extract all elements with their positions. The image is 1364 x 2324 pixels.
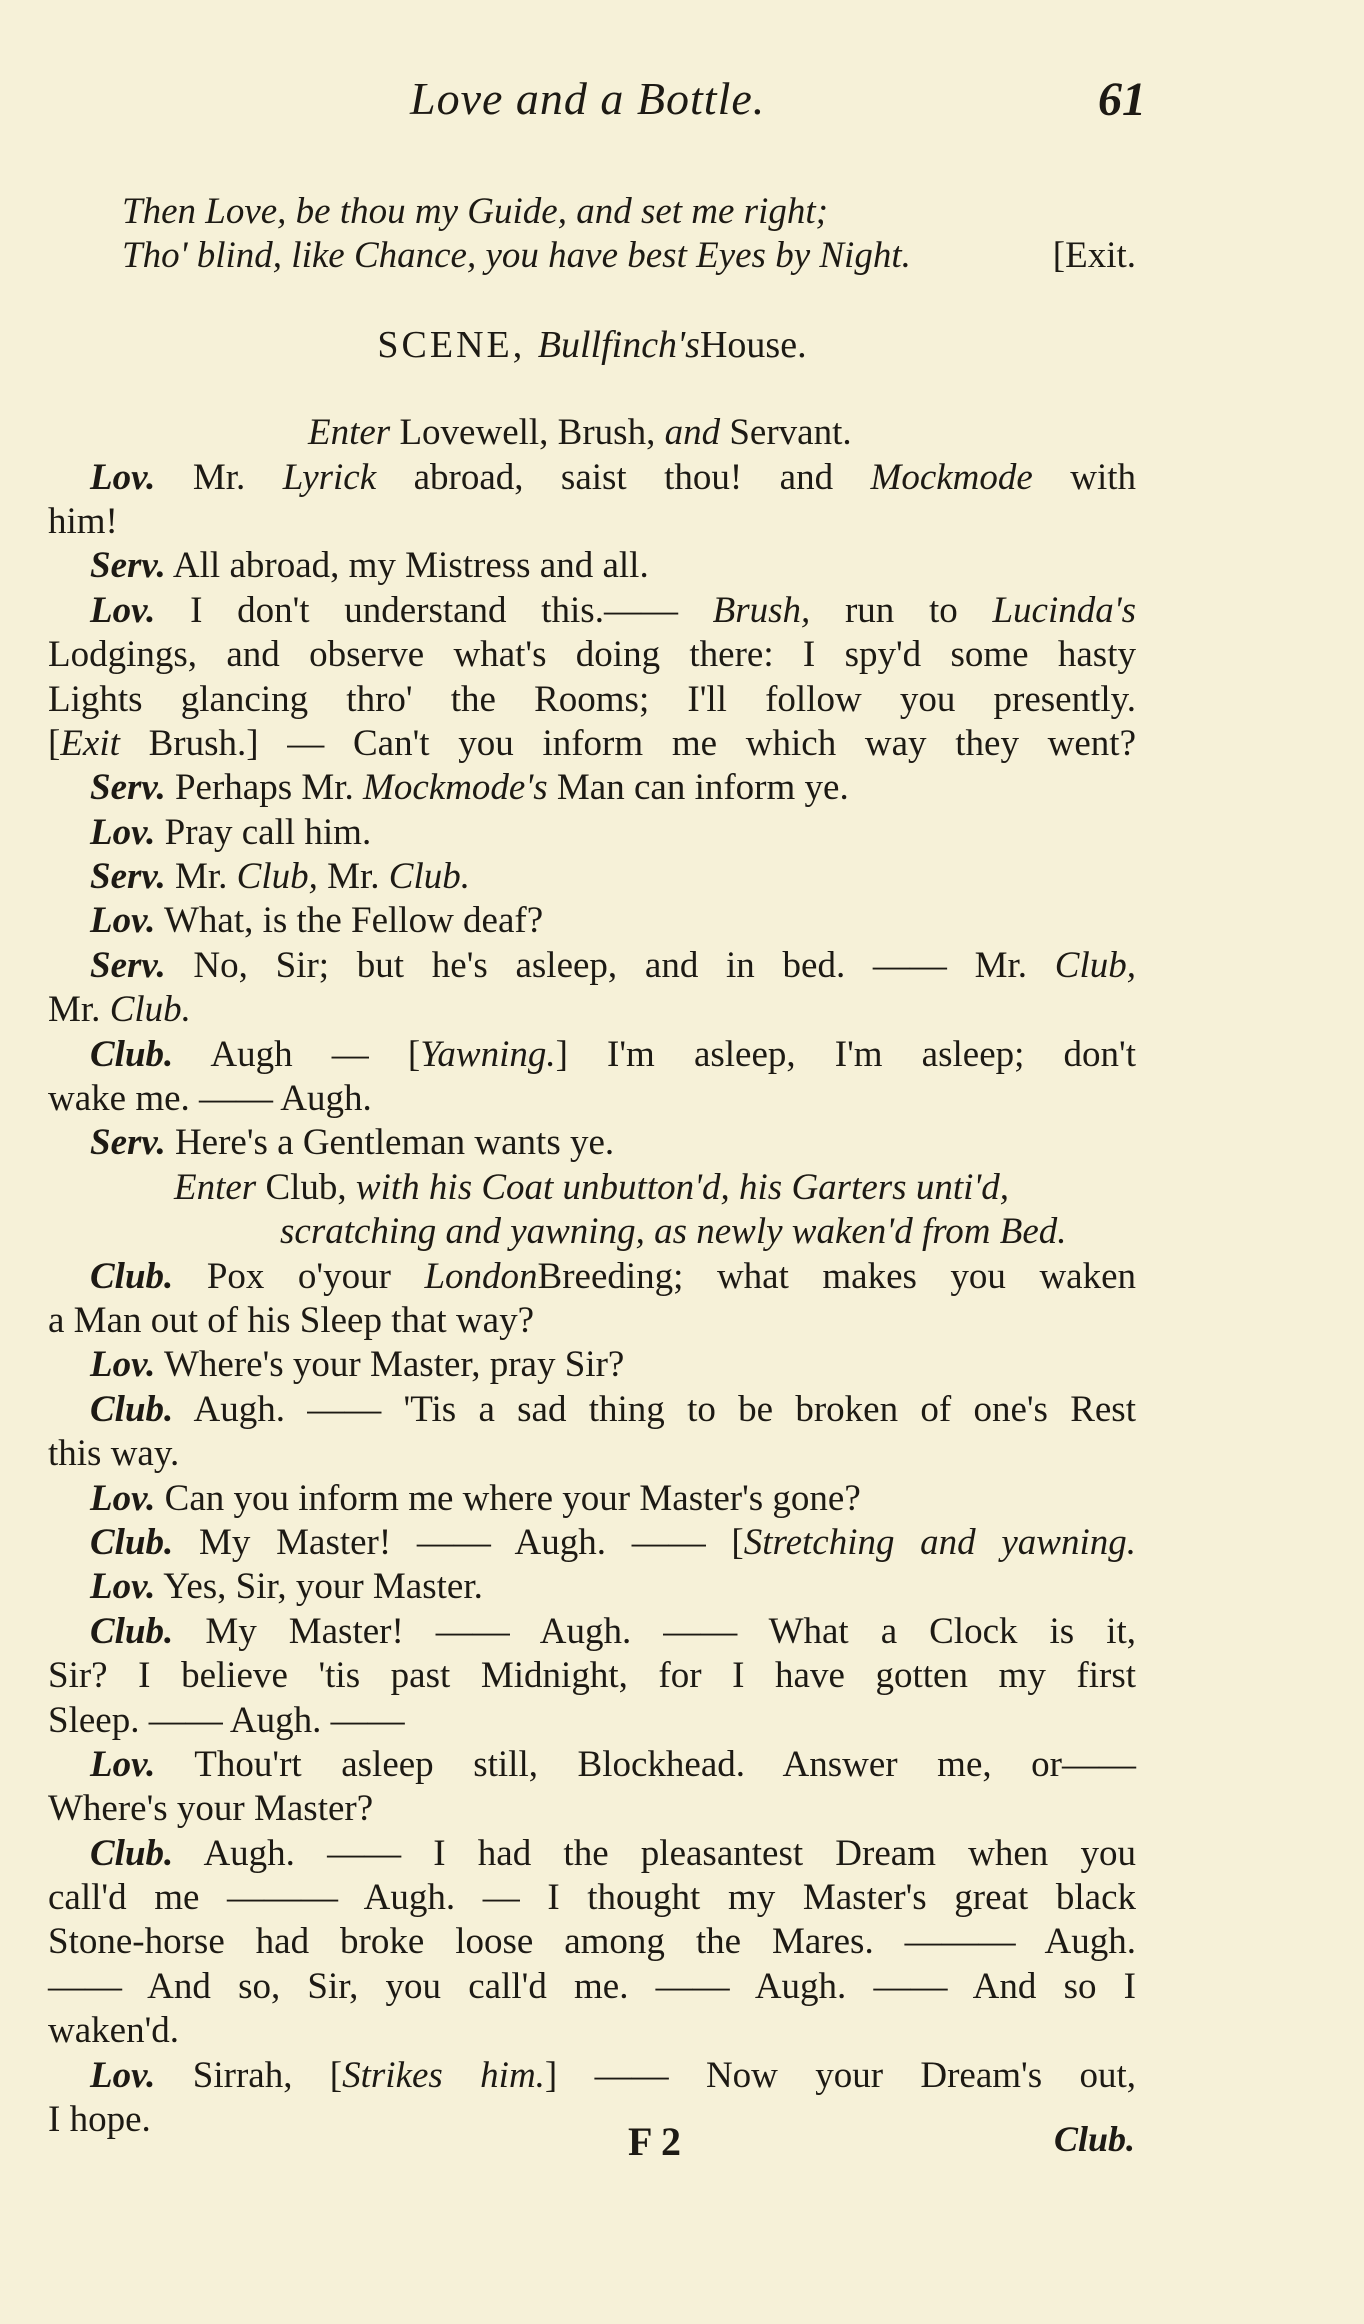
- dialogue-line: [48, 500, 1136, 544]
- dialogue-line: [48, 1610, 1136, 1654]
- running-title: Love and a Bottle.: [410, 73, 766, 124]
- dialogue-line: [48, 544, 1136, 588]
- line-text: Yes, Sir, your Master.: [163, 1566, 483, 1608]
- line-text: Thou'rt asleep still, Blockhead. Answer me, or——: [194, 1743, 1136, 1785]
- line-text: Lights glancing thro' the Rooms; I'll follow you presently.: [48, 678, 1136, 720]
- speaker-label: Serv.: [90, 767, 166, 809]
- dialogue-line: [48, 1920, 1136, 1964]
- speaker-label: Serv.: [90, 545, 166, 587]
- line-text: ] —— Now your Dream's out,: [544, 2054, 1137, 2096]
- italic-name: Club.: [388, 856, 471, 898]
- speaker-label: Serv.: [90, 944, 166, 986]
- dialogue-line: [48, 1432, 1136, 1476]
- speaker-label: Lov.: [90, 1344, 156, 1386]
- scene-heading: [48, 323, 1136, 367]
- line-text: ] I'm asleep, I'm asleep; don't: [555, 1033, 1136, 1075]
- line-text: a Man out of his Sleep that way?: [48, 1299, 535, 1341]
- line-text: call'd me ——— Augh. — I thought my Master's great black: [48, 1877, 1136, 1919]
- line-text: Stone-horse had broke loose among the Mares. ——— Augh.: [48, 1921, 1136, 1963]
- dialogue-line: [48, 722, 1136, 766]
- italic-name: Club.: [109, 989, 191, 1031]
- line-text: Here's a Gentleman wants ye.: [174, 1122, 615, 1164]
- italic-direction: Stretching and yawning.: [743, 1521, 1137, 1563]
- verse-text: Tho' blind, like Chance, you have best Eyes by Night.: [122, 235, 911, 277]
- italic-word: Exit: [60, 722, 120, 764]
- speaker-label: Lov.: [90, 1477, 156, 1519]
- italic-direction: Strikes him.: [342, 2054, 545, 2096]
- italic-name: Club,: [1054, 944, 1136, 986]
- dialogue-line: [48, 1876, 1136, 1920]
- line-text: Mr.: [327, 856, 380, 898]
- line-text: Man can inform ye.: [556, 767, 849, 809]
- dialogue-line: [48, 1077, 1136, 1121]
- speaker-label: Club.: [90, 1033, 174, 1075]
- stage-direction: [48, 1210, 1136, 1254]
- speaker-label: Lov.: [90, 456, 156, 498]
- character-name: Servant.: [729, 412, 852, 454]
- dialogue-line: [48, 855, 1136, 899]
- italic-name: Lyrick: [282, 456, 377, 498]
- verse-line: [48, 234, 1136, 278]
- speaker-label: Serv.: [90, 1122, 166, 1164]
- line-text: this way.: [48, 1433, 180, 1475]
- scene-place-name: Bullfinch's: [537, 323, 700, 366]
- dialogue-line: [48, 1299, 1136, 1343]
- speaker-label: Club.: [90, 1521, 174, 1563]
- dialogue-line: [48, 1343, 1136, 1387]
- speaker-label: Club.: [90, 1610, 174, 1652]
- page-footer: [0, 2118, 1364, 2174]
- dialogue-line: [48, 899, 1136, 943]
- dialogue-line: [48, 1787, 1136, 1831]
- line-text: No, Sir; but he's asleep, and in bed. —— Mr.: [193, 944, 1028, 986]
- line-text: Sir? I believe 'tis past Midnight, for I have gotten my first: [48, 1655, 1136, 1697]
- dialogue-line: [48, 944, 1136, 988]
- speaker-label: Lov.: [90, 900, 156, 942]
- enter-word: Enter: [308, 412, 391, 454]
- italic-name: London: [424, 1255, 538, 1297]
- line-text: Pox o'your: [206, 1255, 391, 1297]
- line-text: Augh — [: [210, 1033, 421, 1075]
- speaker-label: Club.: [90, 1832, 174, 1874]
- verse-text: Then Love, be thou my Guide, and set me right;: [122, 191, 828, 232]
- speaker-label: Lov.: [90, 1566, 156, 1608]
- line-text: Mr.: [174, 856, 228, 898]
- dialogue-line: [48, 1033, 1136, 1077]
- line-text: him!: [48, 500, 118, 542]
- dialogue-line: [48, 1255, 1136, 1299]
- dialogue-line: [48, 988, 1136, 1032]
- line-text: Augh. —— 'Tis a sad thing to be broken of one's Rest: [193, 1388, 1136, 1430]
- speaker-label: Lov.: [90, 811, 156, 853]
- line-text: All abroad, my Mistress and all.: [172, 545, 649, 587]
- verse-line: [48, 190, 1136, 234]
- direction-text: with his Coat unbutton'd, his Garters unti'd,: [355, 1166, 1010, 1208]
- spacer: [48, 279, 1136, 323]
- catchword: Club.: [1054, 2119, 1136, 2159]
- dialogue-line: [48, 456, 1136, 500]
- italic-name: Mockmode's: [363, 767, 548, 809]
- line-text: I hope.: [48, 2099, 151, 2141]
- dialogue-line: [48, 633, 1136, 677]
- italic-word: Yawning.: [420, 1033, 556, 1075]
- line-text: Breeding; what makes you waken: [537, 1255, 1137, 1297]
- line-text: Sirrah, [: [192, 2054, 343, 2096]
- line-text: —— And so, Sir, you call'd me. —— Augh. —— And so I: [48, 1965, 1136, 2007]
- stage-direction: [48, 411, 1136, 455]
- dialogue-line: [48, 2009, 1136, 2053]
- speaker-label: Club.: [90, 1255, 174, 1297]
- line-text: run to: [844, 589, 958, 631]
- dialogue-line: [48, 589, 1136, 633]
- enter-word: Enter: [174, 1166, 257, 1208]
- character-names: Lovewell, Brush,: [399, 412, 656, 454]
- italic-name: Lucinda's: [992, 589, 1137, 631]
- line-text: Mr.: [48, 989, 101, 1031]
- dialogue-line: [48, 1699, 1136, 1743]
- page-header: [0, 72, 1364, 132]
- dialogue-line: [48, 1654, 1136, 1698]
- line-text: wake me. —— Augh.: [48, 1078, 372, 1120]
- speaker-label: Club.: [90, 1388, 174, 1430]
- line-text: Where's your Master?: [48, 1788, 374, 1830]
- line-text: abroad, saist thou! and: [413, 456, 834, 498]
- line-text: Lodgings, and observe what's doing there: I spy'd some hasty: [48, 634, 1136, 676]
- line-text: Augh. —— I had the pleasantest Dream when you: [203, 1832, 1136, 1874]
- dialogue-line: [48, 1965, 1136, 2009]
- dialogue-line: [48, 1388, 1136, 1432]
- dialogue-line: [48, 1743, 1136, 1787]
- line-text: waken'd.: [48, 2010, 179, 2052]
- line-text: Perhaps Mr.: [174, 767, 354, 809]
- line-text: I don't understand this.——: [190, 589, 678, 631]
- dialogue-line: [48, 766, 1136, 810]
- italic-name: Brush,: [712, 589, 811, 631]
- line-text: Can you inform me where your Master's gone?: [164, 1477, 861, 1519]
- dialogue-line: [48, 1565, 1136, 1609]
- line-text: What, is the Fellow deaf?: [164, 900, 544, 942]
- dialogue-line: [48, 1121, 1136, 1165]
- stage-direction: [48, 1166, 1136, 1210]
- line-text: Brush.] — Can't you inform me which way they went?: [148, 722, 1136, 764]
- dialogue-line: [48, 2054, 1136, 2098]
- spacer: [48, 367, 1136, 411]
- dialogue-line: [48, 678, 1136, 722]
- scene-label: SCENE,: [377, 323, 526, 366]
- italic-name: Club,: [236, 856, 318, 898]
- line-text: My Master! —— Augh. —— [: [199, 1521, 744, 1563]
- body-text: [48, 190, 1136, 2142]
- line-text: Where's your Master, pray Sir?: [164, 1344, 625, 1386]
- signature-mark: F 2: [628, 2119, 681, 2164]
- dialogue-line: [48, 1832, 1136, 1876]
- dialogue-line: [48, 1477, 1136, 1521]
- page-number: 61: [1098, 73, 1146, 126]
- direction-text: scratching and yawning, as newly waken'd from Bed.: [280, 1211, 1067, 1253]
- line-text: My Master! —— Augh. —— What a Clock is it,: [205, 1610, 1137, 1652]
- italic-name: Mockmode: [870, 456, 1033, 498]
- speaker-label: Serv.: [90, 856, 166, 898]
- dialogue-line: [48, 811, 1136, 855]
- line-text: with: [1070, 456, 1137, 498]
- line-text: Sleep. —— Augh. ——: [48, 1699, 405, 1741]
- line-text: [: [48, 722, 61, 764]
- dialogue-line: [48, 1521, 1136, 1565]
- speaker-label: Lov.: [90, 589, 156, 631]
- speaker-label: Lov.: [90, 2054, 156, 2096]
- line-text: Pray call him.: [164, 811, 372, 853]
- exit-direction: [Exit.: [1052, 235, 1136, 277]
- conjunction: and: [664, 412, 721, 454]
- line-text: Mr.: [192, 456, 246, 498]
- speaker-label: Lov.: [90, 1743, 156, 1785]
- scene-place: House.: [699, 323, 807, 366]
- character-name: Club,: [265, 1166, 347, 1208]
